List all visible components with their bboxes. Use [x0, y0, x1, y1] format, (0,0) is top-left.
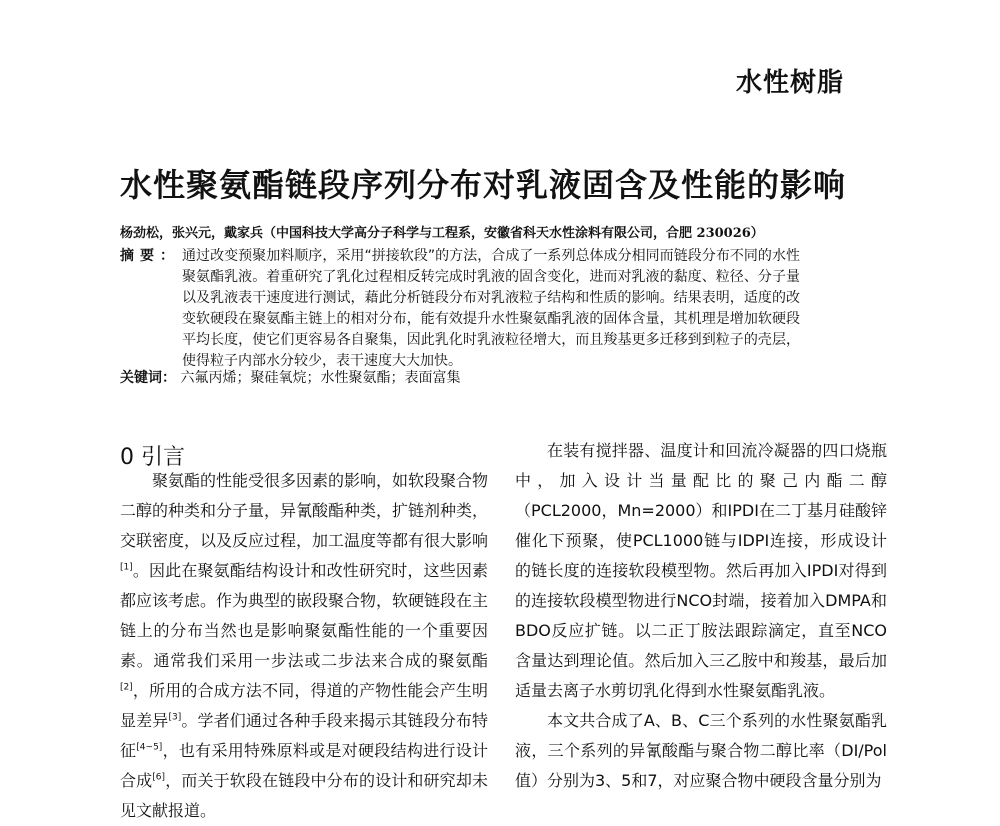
keywords-text: 六氟丙烯；聚硅氧烷；水性聚氨酯；表面富集 — [180, 370, 461, 386]
section-label: 水性树脂 — [736, 68, 845, 98]
right-column — [515, 436, 887, 796]
citation-6: [6] — [152, 772, 166, 783]
intro-heading: 0 引言 — [120, 445, 185, 470]
citation-1: [1] — [120, 562, 133, 573]
left-column — [120, 466, 488, 826]
intro-text-2: 。因此在聚氨酯结构设计和改性研究时，这些因素都应该考虑。作为典型的嵌段聚合物，软硬链段在主链上的分布当然也是影响聚氨酯性能的一个重要因素。通常我们采用一步法或二步法来合成的聚氨酯 — [120, 561, 489, 670]
abstract-label: 摘要： — [120, 248, 180, 264]
method-paragraph: 在装有搅拌器、温度计和回流冷凝器的四口烧瓶中，加入设计当量配比的聚己内酯二醇（PCL2000，Mn=2000）和IPDI在二丁基月硅酸锌催化下预聚，使PCL1000链与IDPI连接，形成设计的链长度的连接软段模型物。然后再加入IPDI对得到的连接软段模型物进行NCO封端，接着加入DMPA和BDO反应扩链。以二正丁胺法跟踪滴定，直至NCO含量达到理论值。然后加入三乙胺中和羧基，最后加适量去离子水剪切乳化得到水性聚氨酯乳液。 — [515, 441, 887, 700]
intro-text-5: ，也有采用特殊原料或是对硬段结构进行设计合成 — [120, 741, 488, 790]
citation-4: [4~5] — [136, 742, 163, 753]
abstract-text: 通过改变预聚加料顺序，采用“拼接软段”的方法，合成了一系列总体成分相同而链段分布不同的水性聚氨酯乳液。着重研究了乳化过程相反转完成时乳液的固含变化，进而对乳液的黏度、粒径、分子量以及乳液表干速度进行测试，藉此分析链段分布对乳液粒子结构和性质的影响。结果表明，适度的改变软硬段在聚氨酯主链上的相对分布，能有效提升水性聚氨酯乳液的固体含量，其机理是增加软硬段平均长度，使它们更容易各自聚集，因此乳化时乳液粒径增大，而且羧基更多迁移到到粒子的壳层，使得粒子内部水分较少，表干速度大大加快。 — [182, 248, 800, 369]
intro-text-3: ，所用的合成方法不同，得道的产物性能会产生明显差异 — [120, 681, 488, 730]
page-title: 水性聚氨酯链段序列分布对乳液固含及性能的影响 — [120, 166, 847, 204]
authors-line: 杨劲松，张兴元，戴家兵（中国科技大学高分子科学与工程系，安徽省科天水性涂料有限公司，合肥 230026） — [120, 226, 764, 241]
intro-text-4: 。学者们通过各种手段来揭示其链段分布特征 — [120, 711, 488, 760]
keywords-line — [120, 367, 460, 387]
citation-3: [3] — [168, 712, 182, 723]
abstract-block — [120, 246, 800, 372]
intro-paragraph — [120, 466, 488, 826]
intro-text-1: 聚氨酯的性能受很多因素的影响，如软段聚合物二醇的种类和分子量，异氰酸酯种类，扩链剂种类，交联密度，以及反应过程，加工温度等都有很大影响 — [120, 471, 489, 550]
series-paragraph: 本文共合成了A、B、C三个系列的水性聚氨酯乳液，三个系列的异氰酸酯与聚合物二醇比率（DI/Pol值）分别为3、5和7，对应聚合物中硬段含量分别为 — [515, 711, 887, 790]
citation-2: [2] — [120, 682, 133, 693]
keywords-label: 关键词： — [120, 370, 176, 386]
intro-text-6: ，而关于软段在链段中分布的设计和研究却未见文献报道。 — [120, 771, 488, 820]
